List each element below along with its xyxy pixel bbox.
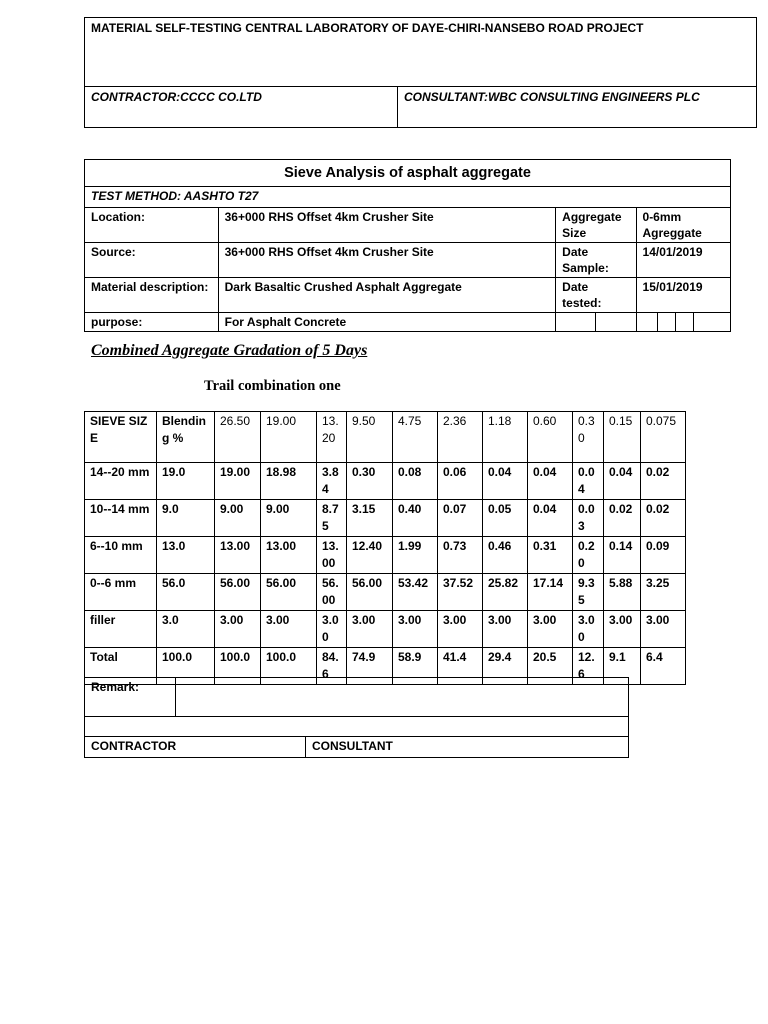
value-cell: 56.00 [215, 574, 261, 611]
value-cell: 0.20 [573, 537, 604, 574]
value-cell: 19.0 [157, 463, 215, 500]
value-cell: 0.46 [483, 537, 528, 574]
value-cell: 0.04 [528, 463, 573, 500]
date-tested-value: 15/01/2019 [636, 278, 730, 313]
sieve-size-cell: 0.60 [528, 412, 573, 463]
aggregate-name-cell: 14--20 mm [85, 463, 157, 500]
aggregate-name-cell: 0--6 mm [85, 574, 157, 611]
table-row [85, 537, 686, 574]
sieve-size-cell: 13.20 [317, 412, 347, 463]
value-cell: 0.02 [641, 463, 686, 500]
aggregate-name-cell: 10--14 mm [85, 500, 157, 537]
value-cell: 56.00 [317, 574, 347, 611]
table-row [85, 611, 686, 648]
value-cell: 3.00 [483, 611, 528, 648]
sieve-info-table [84, 159, 731, 332]
value-cell: 25.82 [483, 574, 528, 611]
aggregate-size-value: 0-6mm Agreggate [636, 208, 730, 243]
value-cell: 3.00 [641, 611, 686, 648]
value-cell: 100.0 [261, 648, 317, 685]
value-cell: 9.00 [215, 500, 261, 537]
value-cell: 58.9 [393, 648, 438, 685]
table-row [85, 574, 686, 611]
blending-header: Blending % [157, 412, 215, 463]
value-cell: 19.00 [215, 463, 261, 500]
value-cell: 0.06 [438, 463, 483, 500]
value-cell: 0.31 [528, 537, 573, 574]
aggregate-size-label: Aggregate Size [556, 208, 636, 243]
value-cell: 0.03 [573, 500, 604, 537]
date-sample-value: 14/01/2019 [636, 243, 730, 278]
value-cell: 0.07 [438, 500, 483, 537]
source-value: 36+000 RHS Offset 4km Crusher Site [218, 243, 556, 278]
test-method: TEST METHOD: AASHTO T27 [85, 187, 731, 208]
aggregate-name-cell: 6--10 mm [85, 537, 157, 574]
sieve-size-cell: 0.15 [604, 412, 641, 463]
sieve-size-header: SIEVE SIZE [85, 412, 157, 463]
value-cell: 56.0 [157, 574, 215, 611]
sieve-size-cell: 0.075 [641, 412, 686, 463]
value-cell: 100.0 [215, 648, 261, 685]
location-value: 36+000 RHS Offset 4km Crusher Site [218, 208, 556, 243]
remark-table [84, 677, 629, 758]
value-cell: 0.02 [641, 500, 686, 537]
value-cell: 3.00 [604, 611, 641, 648]
value-cell: 3.00 [215, 611, 261, 648]
value-cell: 100.0 [157, 648, 215, 685]
value-cell: 12.6 [573, 648, 604, 685]
project-header-table [84, 17, 757, 128]
contractor-signature: CONTRACTOR [85, 737, 306, 758]
empty-cell [693, 313, 730, 332]
value-cell: 0.04 [604, 463, 641, 500]
value-cell: 3.00 [347, 611, 393, 648]
value-cell: 0.73 [438, 537, 483, 574]
location-label: Location: [85, 208, 219, 243]
date-tested-label: Date tested: [556, 278, 636, 313]
value-cell: 3.25 [641, 574, 686, 611]
remark-label: Remark: [85, 678, 176, 717]
value-cell: 56.00 [347, 574, 393, 611]
value-cell: 13.00 [215, 537, 261, 574]
empty-cell [675, 313, 693, 332]
purpose-value: For Asphalt Concrete [218, 313, 556, 332]
aggregate-name-cell: filler [85, 611, 157, 648]
value-cell: 3.0 [157, 611, 215, 648]
aggregate-name-cell: Total [85, 648, 157, 685]
sieve-size-cell: 4.75 [393, 412, 438, 463]
value-cell: 0.02 [604, 500, 641, 537]
source-label: Source: [85, 243, 219, 278]
value-cell: 6.4 [641, 648, 686, 685]
value-cell: 9.1 [604, 648, 641, 685]
value-cell: 3.84 [317, 463, 347, 500]
empty-cell [596, 313, 636, 332]
value-cell: 8.75 [317, 500, 347, 537]
material-value: Dark Basaltic Crushed Asphalt Aggregate [218, 278, 556, 313]
value-cell: 3.00 [528, 611, 573, 648]
value-cell: 0.30 [347, 463, 393, 500]
value-cell: 20.5 [528, 648, 573, 685]
value-cell: 17.14 [528, 574, 573, 611]
value-cell: 5.88 [604, 574, 641, 611]
value-cell: 0.04 [573, 463, 604, 500]
empty-cell [657, 313, 675, 332]
value-cell: 0.09 [641, 537, 686, 574]
material-label: Material description: [85, 278, 219, 313]
value-cell: 12.40 [347, 537, 393, 574]
value-cell: 0.04 [483, 463, 528, 500]
value-cell: 13.0 [157, 537, 215, 574]
laboratory-title: MATERIAL SELF-TESTING CENTRAL LABORATORY OF DAYE-CHIRI-NANSEBO ROAD PROJECT [85, 18, 757, 87]
value-cell: 3.00 [261, 611, 317, 648]
contractor-name: CONTRACTOR:CCCC CO.LTD [85, 87, 398, 128]
table-row [85, 500, 686, 537]
value-cell: 13.00 [317, 537, 347, 574]
value-cell: 3.00 [317, 611, 347, 648]
date-sample-label: Date Sample: [556, 243, 636, 278]
empty-cell [636, 313, 657, 332]
section-title: Combined Aggregate Gradation of 5 Days [91, 342, 368, 359]
value-cell: 9.0 [157, 500, 215, 537]
value-cell: 53.42 [393, 574, 438, 611]
value-cell: 56.00 [261, 574, 317, 611]
value-cell: 0.40 [393, 500, 438, 537]
value-cell: 3.00 [573, 611, 604, 648]
sieve-size-cell: 26.50 [215, 412, 261, 463]
value-cell: 3.00 [438, 611, 483, 648]
sieve-size-cell: 9.50 [347, 412, 393, 463]
table-row [85, 463, 686, 500]
value-cell: 9.00 [261, 500, 317, 537]
gradation-table [84, 411, 686, 685]
trial-combination-title: Trail combination one [204, 378, 341, 394]
value-cell: 29.4 [483, 648, 528, 685]
value-cell: 0.08 [393, 463, 438, 500]
value-cell: 3.15 [347, 500, 393, 537]
sieve-size-cell: 1.18 [483, 412, 528, 463]
value-cell: 18.98 [261, 463, 317, 500]
value-cell: 0.14 [604, 537, 641, 574]
consultant-name: CONSULTANT:WBC CONSULTING ENGINEERS PLC [398, 87, 757, 128]
value-cell: 13.00 [261, 537, 317, 574]
value-cell: 1.99 [393, 537, 438, 574]
gradation-header-row [85, 412, 686, 463]
sieve-analysis-title: Sieve Analysis of asphalt aggregate [85, 160, 731, 187]
remark-field [176, 678, 629, 717]
value-cell: 37.52 [438, 574, 483, 611]
value-cell: 0.05 [483, 500, 528, 537]
empty-cell [556, 313, 596, 332]
sieve-size-cell: 0.30 [573, 412, 604, 463]
purpose-label: purpose: [85, 313, 219, 332]
value-cell: 0.04 [528, 500, 573, 537]
value-cell: 41.4 [438, 648, 483, 685]
sieve-size-cell: 19.00 [261, 412, 317, 463]
value-cell: 3.00 [393, 611, 438, 648]
blank-row [85, 717, 629, 737]
value-cell: 84.6 [317, 648, 347, 685]
value-cell: 9.35 [573, 574, 604, 611]
sieve-size-cell: 2.36 [438, 412, 483, 463]
value-cell: 74.9 [347, 648, 393, 685]
consultant-signature: CONSULTANT [306, 737, 629, 758]
